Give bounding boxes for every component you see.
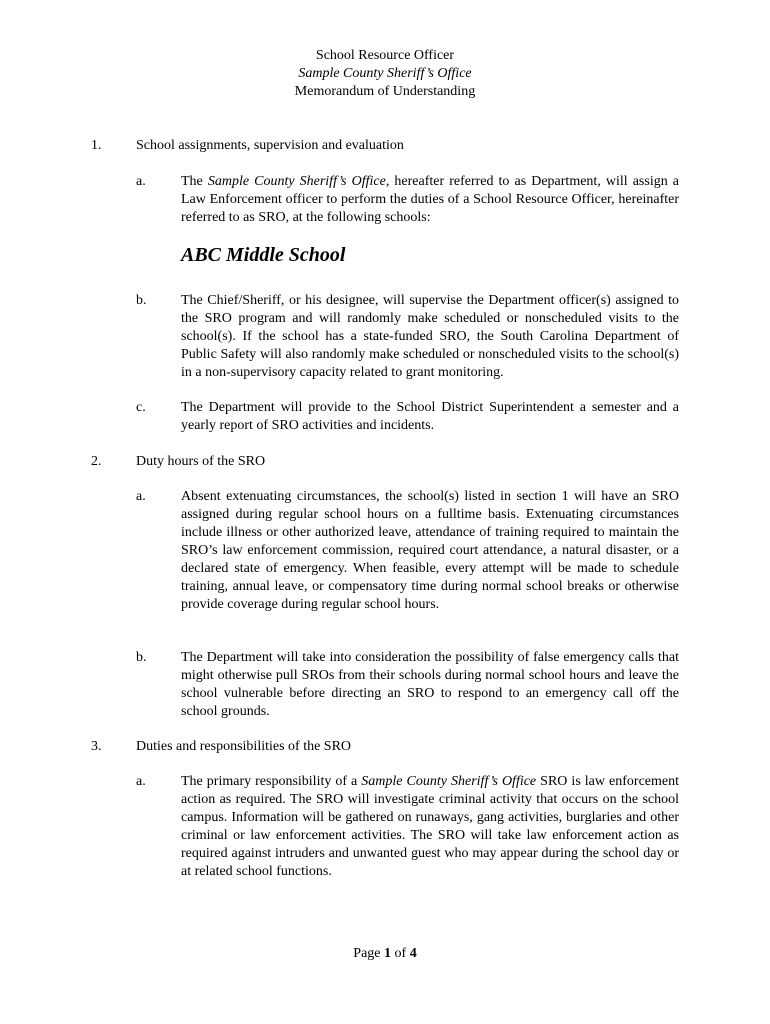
section-1c-letter: c. [136,400,146,415]
section-3a-paragraph: The primary responsibility of a Sample County Sheriff’s Office SRO is law enforcement action as required. The SRO will investigate criminal activity that occurs on the school campus. Information will be gathered on runaways, gang activities, burglaries and other criminal or law enforcement activities. The SRO will take law enforcement action as required against intruders and unwanted guest who may appear during the school day or at related school functions. [181,774,679,879]
section-2b-letter: b. [136,650,147,665]
section-1a-paragraph: The Sample County Sheriff’s Office, hereafter referred to as Department, will assign a Law Enforcement officer to perform the duties of a School Resource Officer, hereinafter referred to as SRO, at the following schools: [181,174,679,225]
page-label: Page [353,946,381,961]
document-title: School Resource Officer [315,48,455,63]
section-1b-letter: b. [136,293,147,308]
total-pages-number: 4 [409,946,417,961]
section-2-title: Duty hours of the SRO [136,454,266,469]
section-1a-letter: a. [136,174,146,189]
section-1-title: School assignments, supervision and evaluation [136,138,404,153]
section-2a-paragraph: Absent extenuating circumstances, the school(s) listed in section 1 will have an SRO assigned during regular school hours on a fulltime basis. Extenuating circumstances include illness or other authorized leave, attendance of training required to maintain the SRO’s law enforcement commission, required court attendance, a natural disaster, or a declared state of emergency. When feasible, every attempt will be made to schedule training, annual leave, or compensatory time during normal school breaks or otherwise provide coverage during regular school hours. [181,489,679,612]
section-2b-paragraph: The Department will take into consideration the possibility of false emergency calls that might otherwise pull SROs from their schools during normal school hours and leave the school vulnerable before directing an SRO to respond to an emergency call off the school grounds. [181,650,679,719]
current-page-number: 1 [384,946,392,961]
document-subtitle: Memorandum of Understanding [294,84,476,99]
section-2a-letter: a. [136,489,146,504]
school-name: ABC Middle School [181,244,346,266]
page-footer [0,945,770,963]
section-2-number: 2. [91,454,102,469]
section-1-number: 1. [91,138,102,153]
of-label: of [394,946,407,961]
section-1c-paragraph: The Department will provide to the School District Superintendent a semester and a yearly report of SRO activities and incidents. [181,400,679,433]
section-3-number: 3. [91,739,102,754]
agency-name: Sample County Sheriff’s Office [298,66,472,81]
section-3a-letter: a. [136,774,146,789]
section-3-title: Duties and responsibilities of the SRO [136,739,352,754]
section-1b-paragraph: The Chief/Sheriff, or his designee, will supervise the Department officer(s) assigned to the SRO program and will randomly make scheduled or nonscheduled visits to the school(s). If the school has a state-funded SRO, the South Carolina Department of Public Safety will also randomly make scheduled or nonscheduled visits to the school(s) in a non-supervisory capacity related to grant monitoring. [181,293,679,380]
